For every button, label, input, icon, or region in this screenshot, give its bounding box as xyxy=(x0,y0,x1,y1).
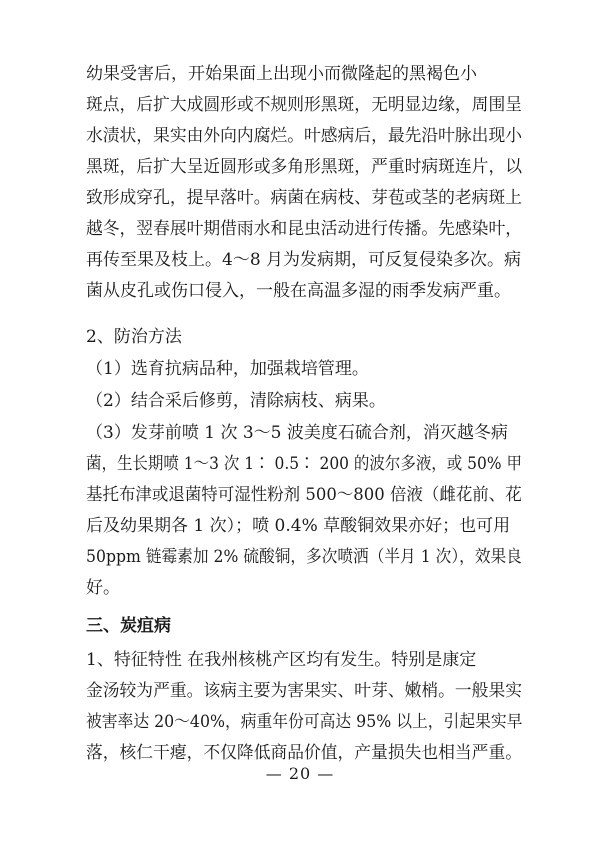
text-line: 菌，生长期喷 1～3 次 1∶ 0.5∶ 200 的波尔多液，或 50% 甲 xyxy=(86,454,522,474)
text-line: 50ppm 链霉素加 2% 硫酸铜，多次喷洒（半月 1 次），效果良 xyxy=(86,547,522,567)
text-line: 致形成穿孔，提早落叶。病菌在病枝、芽苞或茎的老病斑上 xyxy=(86,188,522,208)
text-line: 金汤较为严重。该病主要为害果实、叶芽、嫩梢。一般果实 xyxy=(86,681,522,701)
text-line: （3）发芽前喷 1 次 3～5 波美度石硫合剂，消灭越冬病 xyxy=(86,423,508,443)
text-line: 落，核仁干瘪，不仅降低商品价值，产量损失也相当严重。 xyxy=(86,743,522,763)
section-subheading: 2、防治方法 xyxy=(86,327,182,347)
page-number: — 20 — xyxy=(265,764,335,783)
text-line: 基托布津或退菌特可湿性粉剂 500～800 倍液（雌花前、花 xyxy=(86,485,522,505)
text-line: 1、特征特性 在我州核桃产区均有发生。特别是康定 xyxy=(86,650,477,670)
text-line: 黑斑，后扩大呈近圆形或多角形黑斑，严重时病斑连片，以 xyxy=(86,157,522,177)
text-line: 越冬，翌春展叶期借雨水和昆虫活动进行传播。先感染叶， xyxy=(86,219,522,239)
text-line: 再传至果及枝上。4～8 月为发病期，可反复侵染多次。病 xyxy=(86,250,522,270)
text-line: 被害率达 20～40%，病重年份可高达 95% 以上，引起果实早 xyxy=(86,712,523,732)
section-heading: 三、炭疽病 xyxy=(86,616,171,636)
text-line: 水渍状，果实由外向内腐烂。叶感病后，最先沿叶脉出现小 xyxy=(86,126,522,146)
text-line: 好。 xyxy=(86,578,120,598)
text-line: 幼果受害后，开始果面上出现小而微隆起的黑褐色小 xyxy=(86,64,477,84)
text-line: 菌从皮孔或伤口侵入，一般在高温多湿的雨季发病严重。 xyxy=(86,281,511,301)
text-line: 后及幼果期各 1 次）；喷 0.4% 草酸铜效果亦好；也可用 xyxy=(86,516,511,536)
text-line: （1）选育抗病品种，加强栽培管理。 xyxy=(86,359,369,379)
text-line: （2）结合采后修剪，清除病枝、病果。 xyxy=(86,391,386,411)
text-line: 斑点，后扩大成圆形或不规则形黑斑，无明显边缘，周围呈 xyxy=(86,95,522,115)
